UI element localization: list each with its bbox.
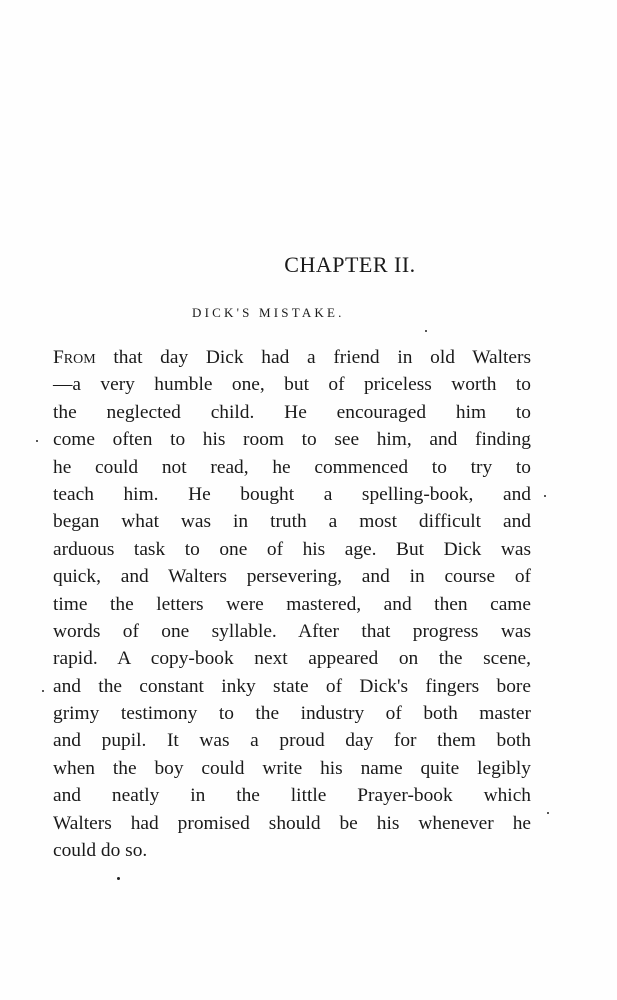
text-line-10: time the letters were mastered, and then came bbox=[53, 593, 531, 615]
text-line-14: grimy testimony to the industry of both master bbox=[53, 703, 531, 725]
scan-speck bbox=[547, 812, 549, 814]
text-line-2: —a very humble one, but of priceless worth to bbox=[53, 374, 531, 396]
text-line-1 bbox=[53, 344, 531, 371]
lead-word: From bbox=[53, 347, 96, 368]
scan-speck bbox=[425, 330, 427, 332]
scan-speck bbox=[544, 495, 546, 497]
text-line-12: rapid. A copy-book next appeared on the scene, bbox=[53, 648, 531, 670]
text-line-18: Walters had promised should be his whenever he bbox=[53, 812, 531, 834]
scan-speck bbox=[117, 877, 120, 880]
text-line-19: could do so. bbox=[53, 840, 148, 862]
scan-speck bbox=[42, 690, 44, 692]
text-line-11: words of one syllable. After that progress was bbox=[53, 620, 531, 642]
text-line-6: teach him. He bought a spelling-book, and bbox=[53, 483, 531, 505]
text-line-15: and pupil. It was a proud day for them both bbox=[53, 730, 531, 752]
text-line-8: arduous task to one of his age. But Dick was bbox=[53, 538, 531, 560]
text-line-17: and neatly in the little Prayer-book which bbox=[53, 785, 531, 807]
chapter-subtitle: DICK'S MISTAKE. bbox=[192, 305, 345, 320]
text-line-9: quick, and Walters persevering, and in course of bbox=[53, 566, 531, 588]
chapter-heading bbox=[0, 252, 560, 278]
text-line-4: come often to his room to see him, and finding bbox=[53, 429, 531, 451]
text-line-1-rest: that day Dick had a friend in old Walters bbox=[95, 347, 531, 368]
chapter-title: CHAPTER II. bbox=[284, 252, 416, 277]
text-line-16: when the boy could write his name quite legibly bbox=[53, 757, 531, 779]
chapter-body bbox=[53, 344, 531, 864]
scan-speck bbox=[36, 440, 38, 442]
text-line-3: the neglected child. He encouraged him to bbox=[53, 401, 531, 423]
text-line-5: he could not read, he commenced to try to bbox=[53, 456, 531, 478]
text-line-7: began what was in truth a most difficult and bbox=[53, 511, 531, 533]
text-line-13: and the constant inky state of Dick's fingers bore bbox=[53, 675, 531, 697]
